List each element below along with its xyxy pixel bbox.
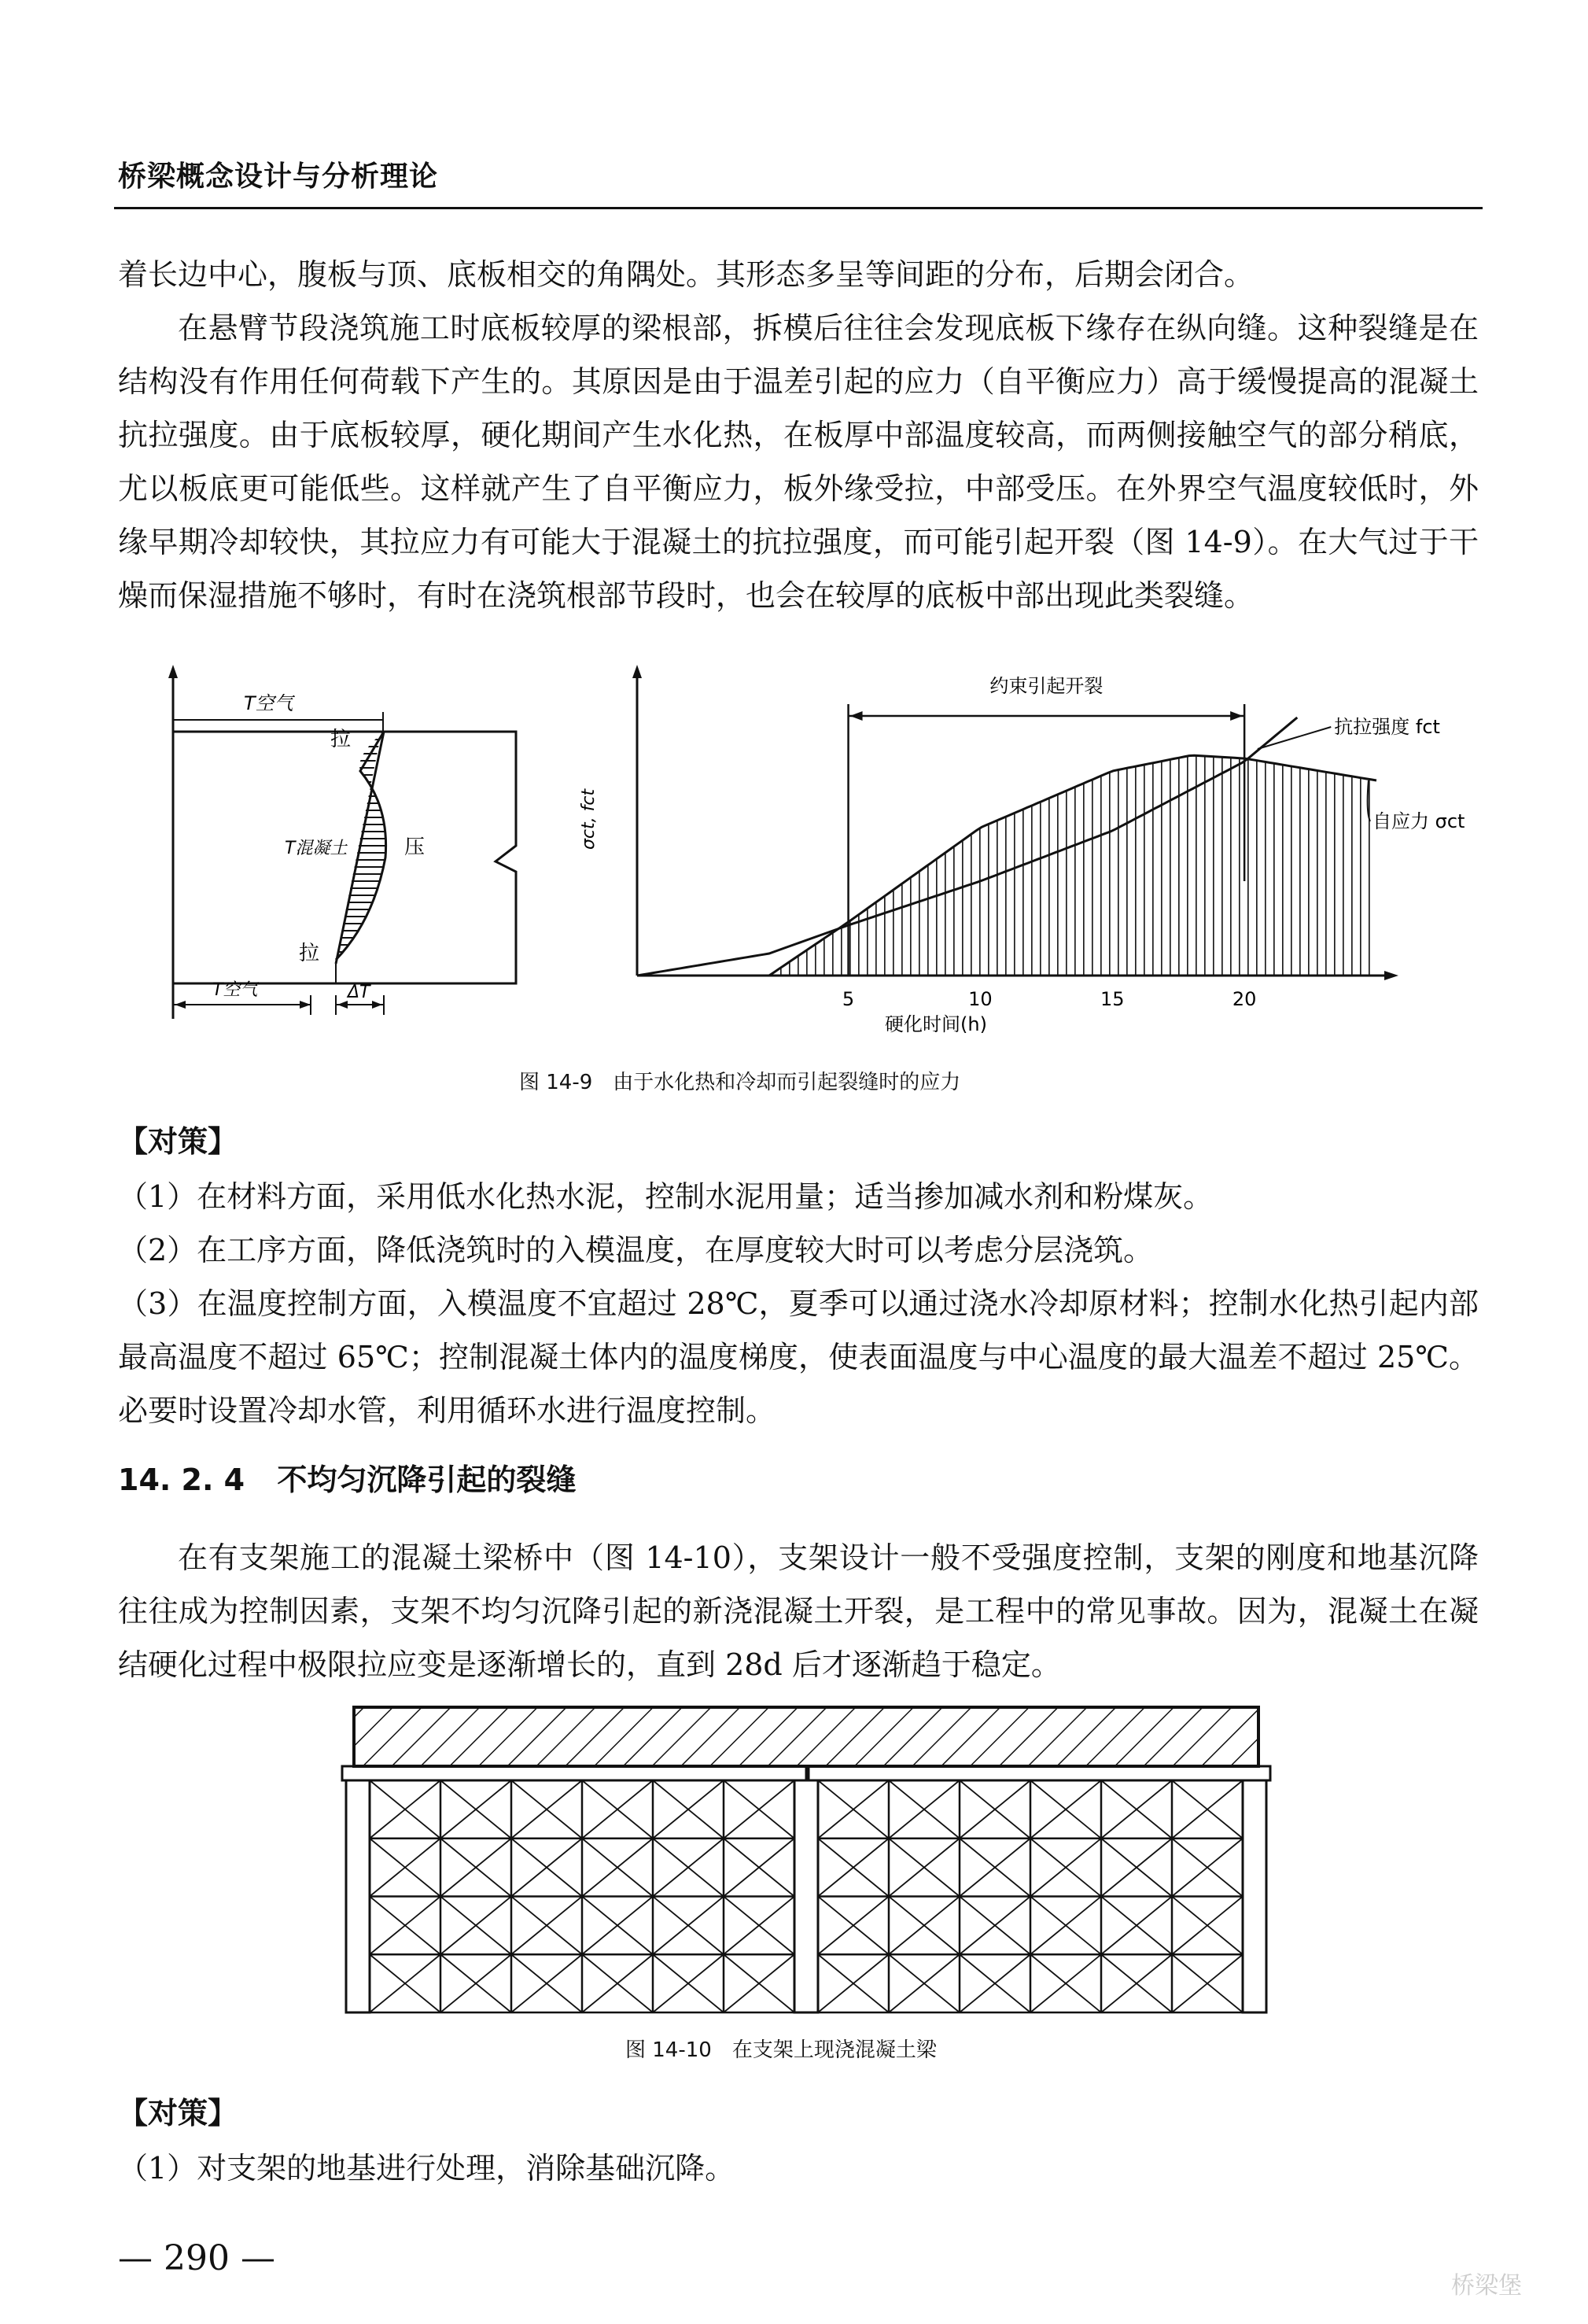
tension-top-label: 拉 — [330, 728, 352, 751]
concrete-beam — [354, 1707, 1258, 1766]
countermeasure-item-1: （1）在材料方面，采用低水化热水泥，控制水泥用量；适当掺加减水剂和粉煤灰。 — [118, 1179, 1214, 1214]
countermeasure-heading-1: 【对策】 — [118, 1124, 238, 1159]
figure-14-10 — [338, 1703, 1282, 2018]
countermeasure-item-3: （3）在温度控制方面，入模温度不宜超过 28℃，夏季可以通过浇水冷却原材料；控制水化热引起内部最高温度不超过 65℃；控制混凝土体内的温度梯度，使表面温度与中心温度的最大温差不超过 25℃。必要时设置冷却水管，利用循环水进行温度控制。 — [118, 1286, 1479, 1428]
left-axis-arrow — [168, 665, 178, 678]
chart-x-label: 硬化时间(h) — [885, 1013, 987, 1035]
section-heading — [118, 1455, 576, 1499]
figure-14-9 — [149, 661, 1487, 1054]
compression-label: 压 — [404, 836, 426, 859]
running-header: 桥梁概念设计与分析理论 — [118, 160, 439, 193]
x-tick-label: 15 — [1100, 988, 1125, 1010]
chart-title: 约束引起开裂 — [989, 675, 1103, 697]
section-number: 14. 2. 4 — [118, 1463, 245, 1497]
t-air-top-label: T空气 — [244, 692, 293, 714]
tension-bottom-label: 拉 — [299, 942, 320, 965]
chart-y-label: σct, fct — [579, 788, 599, 850]
countermeasure-heading-2: 【对策】 — [118, 2096, 238, 2130]
t-concrete-label: T混凝土 — [285, 839, 348, 858]
countermeasure-b-item-1: （1）对支架的地基进行处理，消除基础沉降。 — [118, 2151, 735, 2186]
x-tick-label: 20 — [1232, 988, 1257, 1010]
paragraph-3: 在有支架施工的混凝土梁桥中（图 14-10），支架设计一般不受强度控制，支架的刚度和地基沉降往往成为控制因素，支架不均匀沉降引起的新浇混凝土开裂，是工程中的常见事故。因为，混凝土在凝结硬化过程中极限拉应变是逐渐增长的，直到 28d 后才逐渐趋于稳定。 — [118, 1540, 1479, 1682]
legend-self-stress: 自应力 σct — [1372, 810, 1465, 832]
left-diagram — [168, 665, 516, 1019]
self-stress-line — [769, 755, 1376, 976]
watermark: 桥梁堡 — [1451, 2272, 1522, 2300]
middle-post — [794, 1780, 818, 2012]
header-rule — [114, 207, 1483, 209]
right-cap — [809, 1766, 1270, 1780]
figure-14-9-caption: 图 14-9 由于水化热和冷却而引起裂缝时的应力 — [519, 1071, 961, 1094]
paragraph-2: 在悬臂节段浇筑施工时底板较厚的梁根部，拆模后往往会发现底板下缘存在纵向缝。这种裂缝是在结构没有作用任何荷载下产生的。其原因是由于温差引起的应力（自平衡应力）高于缓慢提高的混凝土抗拉强度。由于底板较厚，硬化期间产生水化热，在板厚中部温度较高，而两侧接触空气的部分稍底，尤以板底更可能低些。这样就产生了自平衡应力，板外缘受拉，中部受压。在外界空气温度较低时，外缘早期冷却较快，其拉应力有可能大于混凝土的抗拉强度，而可能引起开裂（图 14-9）。在大气过于干燥而保湿措施不够时，有时在浇筑根部节段时，也会在较厚的底板中部出现此类裂缝。 — [118, 311, 1479, 613]
delta-t-label: ΔT — [348, 983, 370, 1002]
x-tick-label: 10 — [968, 988, 993, 1010]
scaffold-left — [370, 1780, 794, 2012]
t-air-bottom-label: T空气 — [212, 980, 258, 1000]
left-cap — [342, 1766, 806, 1780]
stress-chart — [579, 665, 1465, 1035]
page-number: — 290 — — [118, 2238, 275, 2278]
annotation-arrow-right — [1230, 711, 1243, 721]
figure-14-10-caption: 图 14-10 在支架上现浇混凝土梁 — [625, 2038, 937, 2062]
legend-tensile-strength: 抗拉强度 fct — [1334, 716, 1440, 738]
paragraph-1: 着长边中心，腹板与顶、底板相交的角隅处。其形态多呈等间距的分布，后期会闭合。 — [118, 257, 1255, 292]
x-tick-label: 5 — [842, 988, 855, 1010]
scaffold-right — [818, 1780, 1243, 2012]
right-post — [1243, 1780, 1266, 2012]
left-post — [346, 1780, 370, 2012]
countermeasure-item-2: （2）在工序方面，降低浇筑时的入模温度，在厚度较大时可以考虑分层浇筑。 — [118, 1233, 1154, 1267]
legend-leader — [1258, 727, 1331, 749]
annotation-arrow-left — [850, 711, 863, 721]
section-title: 不均匀沉降引起的裂缝 — [277, 1463, 577, 1497]
